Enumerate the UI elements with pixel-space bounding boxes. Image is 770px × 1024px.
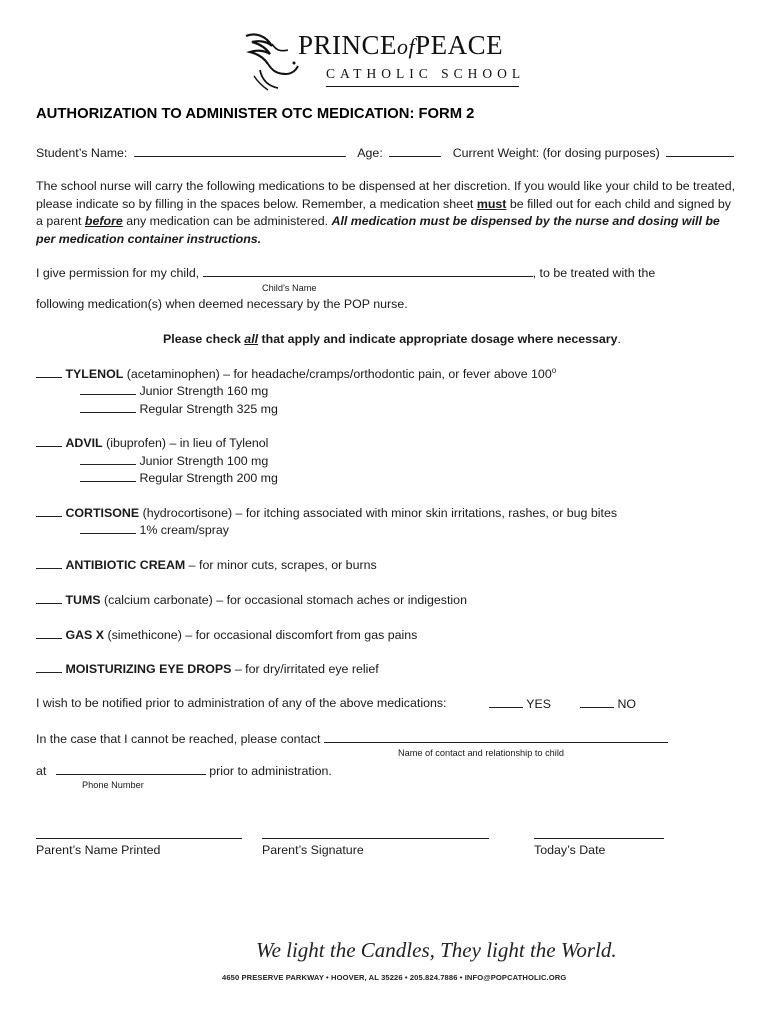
gasx-item [36, 627, 417, 642]
eyedrops-checkbox[interactable] [36, 661, 62, 673]
notify-yes-field[interactable] [489, 696, 523, 708]
parent-name-line[interactable] [36, 838, 242, 839]
student-row [36, 145, 734, 160]
parent-signature-label: Parent’s Signature [262, 843, 364, 857]
instruction-pre: Please check [163, 332, 245, 346]
permission-prefix: I give permission for my child, [36, 266, 200, 280]
tylenol-junior-label: Junior Strength 160 mg [139, 384, 269, 398]
cortisone-desc: (hydrocortisone) – for itching associated with minor skin irritations, rashes, or bug bites [139, 506, 618, 520]
tylenol-checkbox[interactable] [36, 366, 62, 378]
school-logo [242, 30, 532, 94]
instruction-post: that apply and indicate appropriate dosage where necessary [258, 332, 618, 346]
cortisone-item [36, 505, 617, 520]
advil-name: ADVIL [65, 436, 103, 450]
logo-subtitle: CATHOLIC SCHOOL [326, 66, 526, 81]
permission-suffix: , to be treated with the [532, 266, 656, 280]
permission-line [36, 265, 655, 280]
weight-field[interactable] [666, 145, 734, 157]
antibiotic-item [36, 557, 377, 572]
check-instruction [163, 332, 621, 346]
phone-caption: Phone Number [82, 780, 144, 790]
antibiotic-desc: – for minor cuts, scrapes, or burns [185, 558, 377, 572]
intro-before: before [84, 214, 123, 229]
child-name-field[interactable] [203, 265, 533, 277]
footer-address: 4650 PRESERVE PARKWAY • HOOVER, AL 35226 • 205.824.7886 • INFO@POPCATHOLIC.ORG [222, 973, 567, 982]
prior-label: prior to administration. [209, 764, 332, 778]
student-name-label: Student’s Name: [36, 146, 128, 160]
eyedrops-item [36, 661, 379, 676]
tums-desc: (calcium carbonate) – for occasional stomach aches or indigestion [100, 593, 467, 607]
eyedrops-desc: – for dry/irritated eye relief [231, 662, 379, 676]
tums-name: TUMS [65, 593, 101, 607]
contact-name-field[interactable] [324, 731, 668, 743]
contact-caption: Name of contact and relationship to child [398, 748, 564, 758]
antibiotic-checkbox[interactable] [36, 557, 62, 569]
date-label: Today’s Date [534, 843, 606, 857]
tylenol-junior-field[interactable] [80, 383, 136, 395]
student-name-field[interactable] [134, 145, 346, 157]
gasx-desc: (simethicone) – for occasional discomfort from gas pains [104, 628, 418, 642]
intro-text-3: any medication can be administered. [122, 214, 332, 229]
advil-regular-field[interactable] [80, 470, 136, 482]
cortisone-cream-field[interactable] [80, 522, 136, 534]
contact-line [36, 731, 668, 746]
tylenol-regular-label: Regular Strength 325 mg [139, 402, 278, 416]
instruction-all: all [244, 332, 259, 346]
advil-desc: (ibuprofen) – in lieu of Tylenol [102, 436, 269, 450]
intro-emphasis: All medication must be dispensed by the nurse and dosing will be per medication container instructions. [36, 214, 720, 246]
form-title: AUTHORIZATION TO ADMINISTER OTC MEDICATION: FORM 2 [36, 106, 475, 122]
notify-label: I wish to be notified prior to administration of any of the above medications: [36, 696, 447, 710]
child-name-caption: Child’s Name [262, 283, 317, 293]
gasx-checkbox[interactable] [36, 627, 62, 639]
tums-item [36, 592, 467, 607]
notify-no-field[interactable] [580, 696, 614, 708]
tylenol-option-1 [80, 383, 268, 398]
antibiotic-name: ANTIBIOTIC CREAM [65, 558, 186, 572]
tylenol-item [36, 366, 556, 381]
phone-field[interactable] [56, 763, 206, 775]
notify-yes [489, 696, 551, 711]
advil-item [36, 435, 268, 450]
notify-no-label: NO [617, 697, 637, 711]
intro-text-1: The school nurse will carry the following medications to be dispensed at her discretion. If you would like your child to be treated, please indicate so by filling in the spaces below. Remember, a medication sheet [36, 179, 736, 211]
date-line[interactable] [534, 838, 664, 839]
intro-must: must [476, 196, 507, 211]
dove-icon [242, 30, 304, 94]
at-label: at [36, 764, 47, 778]
eyedrops-name: MOISTURIZING EYE DROPS [65, 662, 232, 676]
logo-rule [326, 86, 519, 87]
parent-signature-line[interactable] [262, 838, 489, 839]
cortisone-option-1 [80, 522, 229, 537]
permission-line-2: following medication(s) when deemed necessary by the POP nurse. [36, 297, 408, 311]
gasx-name: GAS X [65, 628, 105, 642]
advil-junior-label: Junior Strength 100 mg [139, 454, 269, 468]
degree-symbol: o [551, 366, 557, 375]
cortisone-cream-label: 1% cream/spray [139, 523, 229, 537]
notify-no [580, 696, 636, 711]
contact-label: In the case that I cannot be reached, please contact [36, 732, 321, 746]
cortisone-checkbox[interactable] [36, 505, 62, 517]
parent-name-label: Parent’s Name Printed [36, 843, 161, 857]
advil-option-1 [80, 453, 268, 468]
intro-text-2: be filled out for each child and signed by a parent [36, 196, 731, 229]
advil-regular-label: Regular Strength 200 mg [139, 471, 278, 485]
phone-line [36, 763, 332, 778]
instruction-period: . [617, 332, 621, 346]
tylenol-name: TYLENOL [65, 367, 124, 382]
advil-checkbox[interactable] [36, 435, 62, 447]
logo-wordmark: PRINCEofPEACE [298, 30, 504, 60]
tums-checkbox[interactable] [36, 592, 62, 604]
advil-junior-field[interactable] [80, 453, 136, 465]
age-field[interactable] [389, 145, 441, 157]
intro-paragraph [36, 178, 741, 248]
tylenol-desc: (acetaminophen) – for headache/cramps/orthodontic pain, or fever above 100 [123, 367, 552, 382]
cortisone-name: CORTISONE [65, 506, 140, 520]
age-label: Age: [357, 146, 383, 160]
tylenol-option-2 [80, 401, 278, 416]
notify-yes-label: YES [526, 697, 552, 711]
weight-label: Current Weight: (for dosing purposes) [452, 146, 660, 160]
advil-option-2 [80, 470, 278, 485]
tylenol-regular-field[interactable] [80, 401, 136, 413]
footer-motto: We light the Candles, They light the World. [256, 938, 617, 962]
